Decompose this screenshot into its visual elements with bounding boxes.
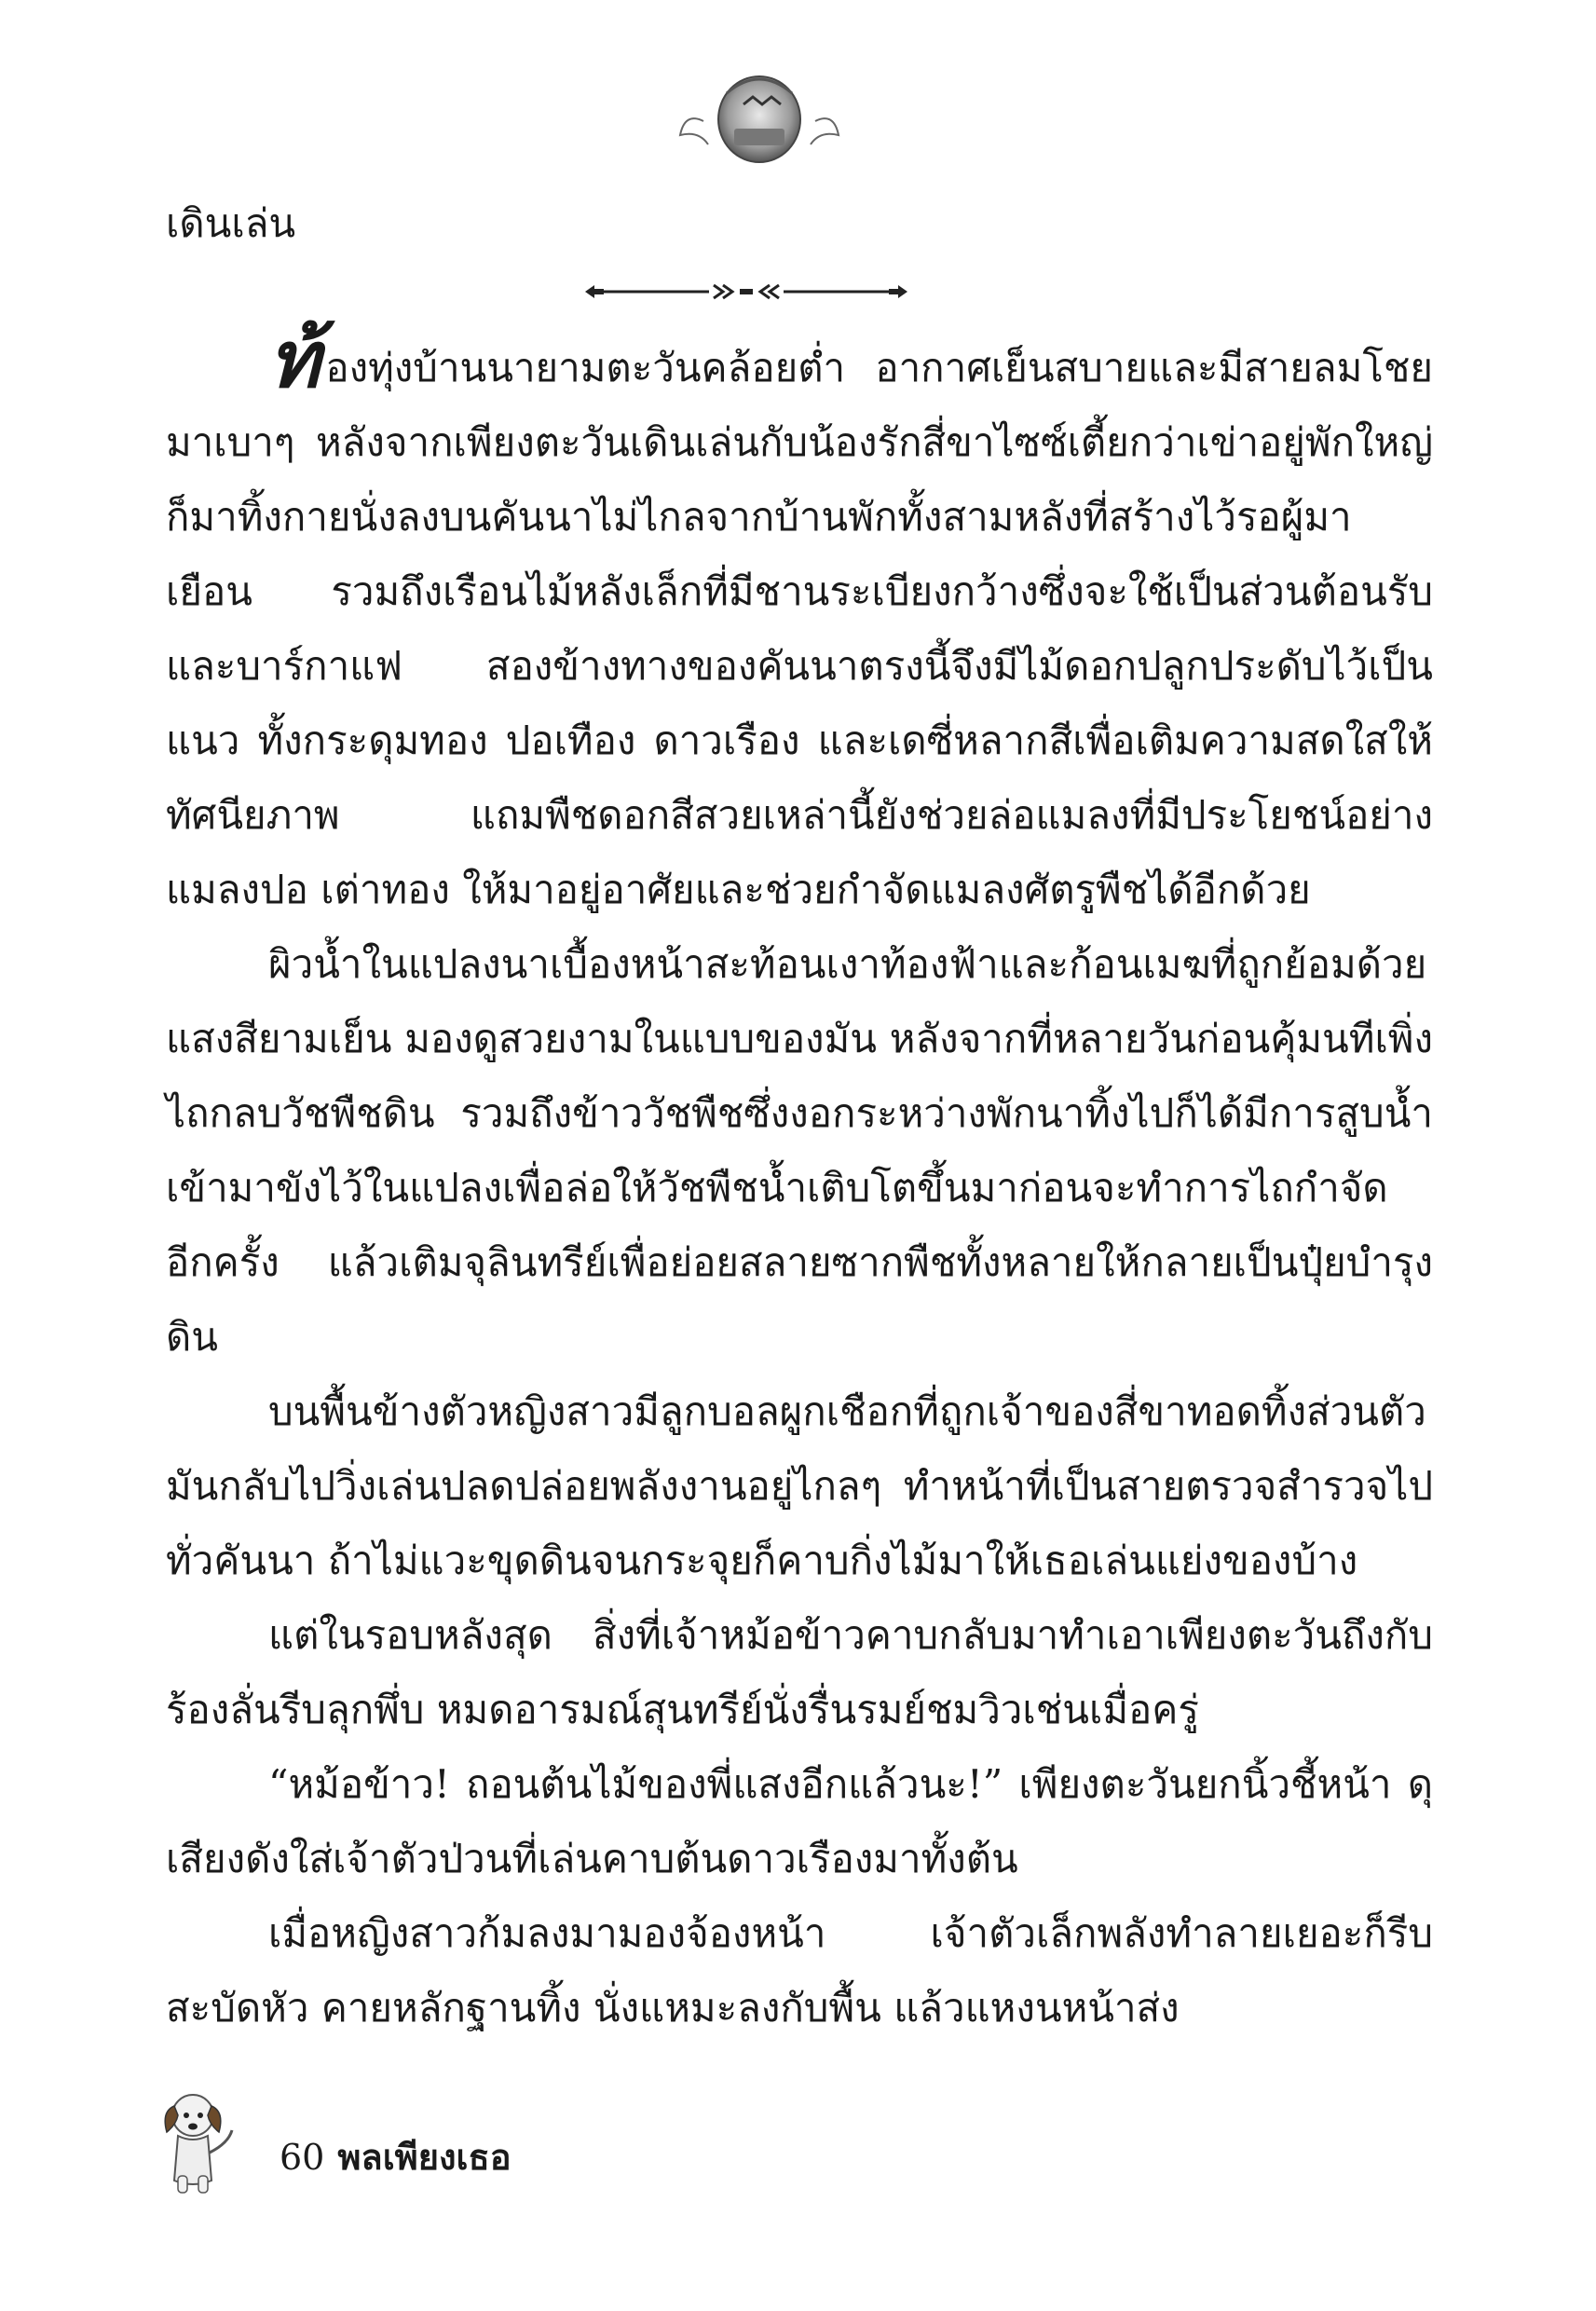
- body-text: [166, 314, 1433, 2045]
- divider-ornament-icon: [583, 278, 909, 306]
- publisher-logo: [671, 56, 848, 177]
- drop-cap: ท้: [268, 314, 321, 405]
- paragraph-2: ผิวน้ำในแปลงนาเบื้องหน้าสะท้อนเงาท้องฟ้าและก้อนเมฆที่ถูกย้อมด้วยแสงสียามเย็น มองดูสวยงามในแบบของมัน หลังจากที่หลายวันก่อนคุ้มนทีเพิ่งไถกลบวัชพืชดิน รวมถึงข้าววัชพืชซึ่งงอกระหว่างพักนาทิ้งไปก็ได้มีการสูบน้ำเข้ามาขังไว้ในแปลงเพื่อล่อให้วัชพืชน้ำเติบโตขึ้นมาก่อนจะทำการไถกำจัดอีกครั้ง แล้วเติมจุลินทรีย์เพื่อย่อยสลายซากพืชทั้งหลายให้กลายเป็นปุ๋ยบำรุงดิน: [166, 941, 1433, 1360]
- dog-illustration: [154, 2078, 238, 2199]
- page-footer: [280, 2134, 512, 2181]
- paragraph-4: แต่ในรอบหลังสุด สิ่งที่เจ้าหม้อข้าวคาบกลับมาทำเอาเพียงตะวันถึงกับร้องลั่นรีบลุกพึ่บ หมดอารมณ์สุนทรีย์นั่งรื่นรมย์ชมวิวเช่นเมื่อครู่: [166, 1612, 1433, 1732]
- paragraph-1: [166, 314, 1433, 927]
- paragraph-6: เมื่อหญิงสาวก้มลงมามองจ้องหน้า เจ้าตัวเล็กพลังทำลายเยอะก็รีบสะบัดหัว คายหลักฐานทิ้ง นั่งแหมะลงกับพื้น แล้วแหงนหน้าส่ง: [166, 1910, 1433, 2031]
- chapter-heading-tail: เดินเล่น: [166, 200, 296, 246]
- page-number: 60: [280, 2137, 325, 2178]
- ornamental-divider: [583, 278, 909, 306]
- paragraph-5: “หม้อข้าว! ถอนต้นไม้ของพี่แสงอีกแล้วนะ!” เพียงตะวันยกนิ้วชี้หน้า ดุเสียงดังใส่เจ้าตัวป่วนที่เล่นคาบต้นดาวเรืองมาทั้งต้น: [166, 1761, 1433, 1881]
- paragraph-3: บนพื้นข้างตัวหญิงสาวมีลูกบอลผูกเชือกที่ถูกเจ้าของสี่ขาทอดทิ้งส่วนตัวมันกลับไปวิ่งเล่นปลดปล่อยพลังงานอยู่ไกลๆ ทำหน้าที่เป็นสายตรวจสำรวจไปทั่วคันนา ถ้าไม่แวะขุดดินจนกระจุยก็คาบกิ่งไม้มาให้เธอเล่นแย่งของบ้าง: [166, 1388, 1433, 1583]
- paragraph-1-text: องทุ่งบ้านนายามตะวันคล้อยต่ำ อากาศเย็นสบายและมีสายลมโชยมาเบาๆ หลังจากเพียงตะวันเดินเล่นกับน้องรักสี่ขาไซซ์เตี้ยกว่าเข่าอยู่พักใหญ่ ก็มาทิ้งกายนั่งลงบนคันนาไม่ไกลจากบ้านพักทั้งสามหลังที่สร้างไว้รอผู้มาเยือน รวมถึงเรือนไม้หลังเล็กที่มีชานระเบียงกว้างซึ่งจะใช้เป็นส่วนต้อนรับและบาร์กาแฟ สองข้างทางของคันนาตรงนี้จึงมีไม้ดอกปลูกประดับไว้เป็นแนว ทั้งกระดุมทอง ปอเทือง ดาวเรือง และเดซี่หลากสีเพื่อเติมความสดใสให้ทัศนียภาพ แถมพืชดอกสีสวยเหล่านี้ยังช่วยล่อแมลงที่มีประโยชน์อย่างแมลงปอ เต่าทอง ให้มาอยู่อาศัยและช่วยกำจัดแมลงศัตรูพืชได้อีกด้วย: [166, 345, 1433, 912]
- book-title: พลเพียงเธอ: [337, 2137, 512, 2178]
- publisher-emblem-icon: [671, 56, 848, 177]
- dog-icon: [154, 2078, 238, 2199]
